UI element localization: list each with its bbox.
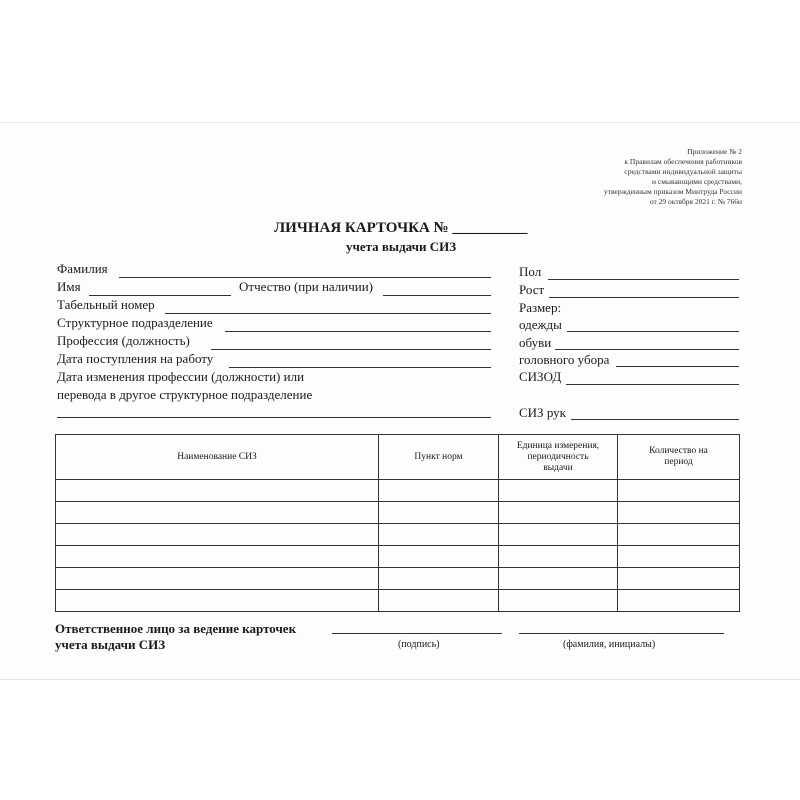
change-date-label-2: перевода в другое структурное подразделение — [57, 387, 313, 402]
headwear-line[interactable] — [616, 366, 739, 367]
sex-label: Пол — [519, 264, 542, 279]
responsible-person-label-1: Ответственное лицо за ведение карточек — [55, 621, 297, 636]
full-name-caption: (фамилия, инициалы) — [563, 639, 656, 650]
table-cell[interactable] — [618, 590, 740, 612]
column-header-siz-name: Наименование СИЗ — [56, 435, 379, 480]
sizod-label: СИЗОД — [519, 369, 562, 384]
column-header-quantity — [618, 435, 740, 480]
document-sheet — [0, 122, 800, 680]
table-header-row — [56, 435, 740, 480]
table-cell[interactable] — [499, 502, 618, 524]
surname-label: Фамилия — [57, 261, 108, 276]
table-row — [56, 568, 740, 590]
responsible-person-label-2: учета выдачи СИЗ — [55, 637, 166, 652]
unit-period-text: Единица измерения, периодичность выдачи — [516, 440, 600, 473]
table-cell[interactable] — [56, 546, 379, 568]
surname-line[interactable] — [119, 277, 491, 278]
table-cell[interactable] — [499, 546, 618, 568]
table-cell[interactable] — [499, 590, 618, 612]
headwear-label: головного убора — [519, 352, 610, 367]
table-cell[interactable] — [379, 590, 499, 612]
table-cell[interactable] — [56, 502, 379, 524]
table-cell[interactable] — [56, 480, 379, 502]
table-cell[interactable] — [618, 524, 740, 546]
hire-date-line[interactable] — [229, 367, 491, 368]
table-cell[interactable] — [379, 480, 499, 502]
department-label: Структурное подразделение — [57, 315, 213, 330]
table-cell[interactable] — [56, 524, 379, 546]
sex-line[interactable] — [548, 279, 739, 280]
signature-line[interactable] — [332, 633, 502, 634]
profession-label: Профессия (должность) — [57, 333, 190, 348]
table-row — [56, 502, 740, 524]
appendix-note — [604, 147, 742, 207]
name-line[interactable] — [89, 295, 231, 296]
shoes-label: обуви — [519, 335, 552, 350]
size-label: Размер: — [519, 300, 562, 315]
quantity-text: Количество на период — [649, 446, 708, 467]
table-cell[interactable] — [618, 546, 740, 568]
profession-line[interactable] — [211, 349, 491, 350]
appendix-line: и смывающими средствами, — [652, 177, 742, 186]
clothes-line[interactable] — [567, 331, 739, 332]
appendix-line: к Правилам обеспечения работников — [624, 157, 742, 166]
full-name-line[interactable] — [519, 633, 724, 634]
siz-issue-table — [55, 434, 740, 612]
clothes-label: одежды — [519, 317, 562, 332]
shoes-line[interactable] — [555, 349, 739, 350]
signature-caption: (подпись) — [398, 639, 440, 650]
table-cell[interactable] — [379, 502, 499, 524]
appendix-line: средствами индивидуальной защиты — [624, 167, 742, 176]
table-cell[interactable] — [618, 568, 740, 590]
table-cell[interactable] — [499, 568, 618, 590]
table-cell[interactable] — [56, 590, 379, 612]
height-label: Рост — [519, 282, 545, 297]
table-row — [56, 524, 740, 546]
table-cell[interactable] — [618, 480, 740, 502]
department-line[interactable] — [225, 331, 491, 332]
card-subtitle: учета выдачи СИЗ — [346, 239, 457, 254]
table-cell[interactable] — [379, 524, 499, 546]
patronymic-line[interactable] — [383, 295, 491, 296]
appendix-line: Приложение № 2 — [687, 147, 742, 156]
change-date-line[interactable] — [57, 417, 491, 418]
personnel-number-line[interactable] — [165, 313, 491, 314]
height-line[interactable] — [549, 297, 739, 298]
appendix-line: от 29 октября 2021 г. № 766н — [649, 197, 742, 206]
column-header-norm-item: Пункт норм — [379, 435, 499, 480]
column-header-unit-period — [499, 435, 618, 480]
patronymic-label: Отчество (при наличии) — [239, 279, 374, 294]
table-row — [56, 590, 740, 612]
table-cell[interactable] — [379, 568, 499, 590]
card-title: ЛИЧНАЯ КАРТОЧКА № __________ — [274, 220, 528, 236]
table-row — [56, 546, 740, 568]
hire-date-label: Дата поступления на работу — [57, 351, 214, 366]
sizod-line[interactable] — [566, 384, 739, 385]
name-label: Имя — [57, 279, 81, 294]
table-cell[interactable] — [56, 568, 379, 590]
personnel-number-label: Табельный номер — [57, 297, 155, 312]
change-date-label-1: Дата изменения профессии (должности) или — [57, 369, 305, 384]
appendix-line: утвержденным приказом Минтруда России — [603, 187, 742, 196]
table-cell[interactable] — [618, 502, 740, 524]
table-cell[interactable] — [499, 524, 618, 546]
table-row — [56, 480, 740, 502]
table-cell[interactable] — [499, 480, 618, 502]
siz-hands-line[interactable] — [571, 419, 739, 420]
siz-hands-label: СИЗ рук — [519, 405, 566, 420]
table-cell[interactable] — [379, 546, 499, 568]
